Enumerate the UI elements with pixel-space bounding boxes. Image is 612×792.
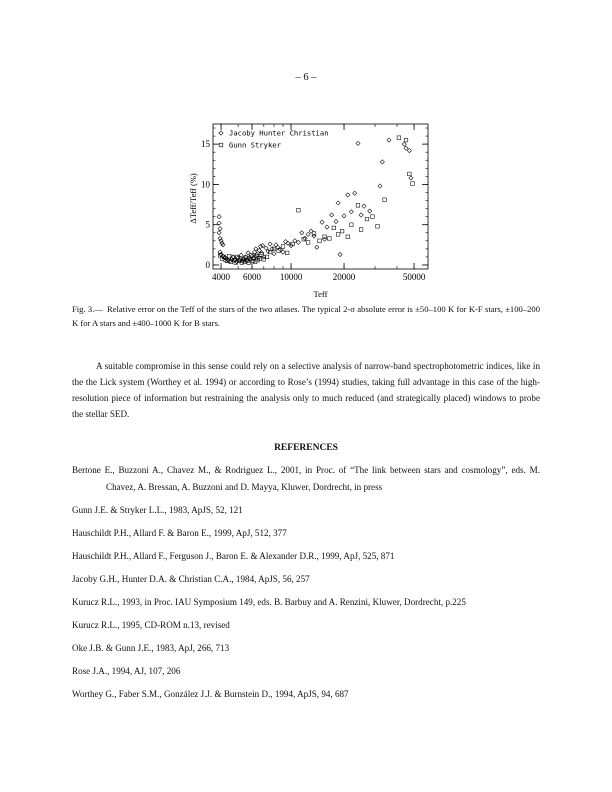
reference-item: Rose J.A., 1994, AJ, 107, 206: [72, 666, 181, 677]
reference-item: Worthey G., Faber S.M., González J.J. & Burnstein D., 1994, ApJS, 94, 687: [72, 689, 349, 700]
data-point-jhc: [404, 146, 408, 150]
page-number: – 6 –: [295, 72, 317, 83]
data-point-jhc: [272, 252, 276, 256]
caption-text: Relative error on the Teff of the stars of the two atlases. The typical 2-σ absolute error is ±50–100 K for K-F stars, ±100–200 K for A stars and ±400–1000 K for B stars.: [72, 304, 540, 328]
data-point-jhc: [330, 213, 334, 217]
data-point-jhc: [407, 148, 411, 152]
data-point-jhc: [268, 242, 272, 246]
reference-item: Kurucz R.L., 1995, CD-ROM n.13, revised: [72, 620, 230, 631]
data-point-jhc: [380, 160, 384, 164]
data-point-gs: [404, 138, 408, 142]
data-point-jhc: [312, 234, 316, 238]
data-point-jhc: [217, 231, 221, 235]
reference-item: Gunn J.E. & Stryker L.L., 1983, ApJS, 52, 121: [72, 504, 243, 515]
figure-caption: [72, 303, 540, 330]
data-point-jhc: [218, 227, 222, 231]
scatter-chart: [190, 116, 440, 306]
data-point-gs: [332, 226, 336, 230]
data-point-gs: [285, 251, 289, 255]
y-tick-label: 15: [201, 139, 210, 150]
data-point-gs: [411, 182, 415, 186]
data-point-jhc: [362, 204, 366, 208]
reference-item: Kurucz R.L., 1993, in Proc. IAU Symposium 149, eds. B. Barbuy and A. Renzini, Kluwer, Dordrecht, p.225: [72, 596, 466, 607]
legend-label-gs: Gunn Stryker: [229, 140, 281, 150]
data-point-gs: [350, 223, 354, 227]
data-point-jhc: [356, 141, 360, 145]
data-point-jhc: [217, 215, 221, 219]
x-tick-label: 6000: [243, 272, 262, 282]
data-point-jhc: [320, 220, 324, 224]
data-point-gs: [328, 237, 332, 241]
data-point-jhc: [349, 210, 353, 214]
data-point-jhc: [283, 240, 287, 244]
data-point-jhc: [359, 213, 363, 217]
x-tick-label: 10000: [279, 272, 303, 282]
data-point-jhc: [309, 229, 313, 233]
data-point-jhc: [322, 237, 326, 241]
data-point-gs: [359, 228, 363, 232]
data-point-gs: [365, 217, 369, 221]
data-point-jhc: [334, 219, 338, 223]
data-point-gs: [408, 172, 412, 176]
figure-scatter-plot: [190, 116, 440, 306]
x-tick-label: 4000: [212, 272, 231, 282]
data-point-gs: [318, 239, 322, 243]
data-point-gs: [356, 204, 360, 208]
data-point-gs: [227, 254, 231, 258]
data-point-gs: [371, 215, 375, 219]
data-point-gs: [340, 229, 344, 233]
legend-marker-gs: [219, 143, 223, 147]
data-point-jhc: [258, 244, 262, 248]
data-point-jhc: [286, 241, 290, 245]
data-point-jhc: [336, 201, 340, 205]
data-point-gs: [268, 250, 272, 254]
data-point-jhc: [402, 142, 406, 146]
data-point-jhc: [338, 252, 342, 256]
data-point-jhc: [378, 184, 382, 188]
body-paragraph: A suitable compromise in this sense could rely on a selective analysis of narrow-band spectrophotometric indices, like in the the Lick system (Worthey et al. 1994) or according to Rose’s (1994) studies, taking full advantage in this case of the high-resolution piece of information but restraining the analysis only to much reduced (and strategically placed) windows to probe the stellar SED.: [72, 361, 540, 419]
data-point-jhc: [353, 191, 357, 195]
y-tick-label: 10: [201, 179, 210, 190]
data-point-jhc: [409, 176, 413, 180]
data-point-gs: [383, 198, 387, 202]
reference-item: Jacoby G.H., Hunter D.A. & Christian C.A., 1984, ApJS, 56, 257: [72, 573, 310, 584]
data-point-jhc: [274, 243, 278, 247]
data-point-gs: [281, 245, 285, 249]
caption-label: Fig. 3.—: [72, 304, 103, 314]
data-point-jhc: [303, 236, 307, 240]
data-point-gs: [306, 241, 310, 245]
x-tick-label: 50000: [402, 272, 426, 282]
references-list: [72, 462, 540, 709]
data-point-jhc: [346, 193, 350, 197]
y-tick-label: 0: [205, 259, 210, 270]
reference-item: Hauschildt P.H., Allard F. & Baron E., 1999, ApJ, 512, 377: [72, 527, 287, 538]
data-point-jhc: [315, 245, 319, 249]
data-point-gs: [346, 235, 350, 239]
reference-item: Bertone E., Buzzoni A., Chavez M., & Rodriguez L., 2001, in Proc. of “The link between stars and cosmology”, eds. M. Chavez, A. Bressan, A. Buzzoni and D. Mayya, Kluwer, Dordrecht, in press: [72, 465, 540, 492]
data-point-jhc: [261, 244, 265, 248]
reference-item: Oke J.B. & Gunn J.E., 1983, ApJ, 266, 713: [72, 643, 230, 654]
y-tick-label: 5: [205, 219, 210, 230]
reference-item: Hauschildt P.H., Allard F., Ferguson J., Baron E. & Alexander D.R., 1999, ApJ, 525, 871: [72, 550, 395, 561]
data-point-gs: [336, 233, 340, 237]
legend-label-jhc: Jacoby Hunter Christian: [229, 128, 329, 138]
data-point-gs: [297, 208, 301, 212]
data-point-jhc: [325, 225, 329, 229]
data-point-jhc: [306, 232, 310, 236]
data-point-gs: [397, 136, 401, 140]
data-point-jhc: [342, 214, 346, 218]
x-axis-label: Teff: [313, 289, 328, 299]
data-point-gs: [376, 225, 380, 229]
x-tick-label: 20000: [332, 272, 356, 282]
references-heading: REFERENCES: [274, 443, 338, 453]
data-point-jhc: [368, 209, 372, 213]
data-point-jhc: [387, 138, 391, 142]
legend-marker-jhc: [219, 131, 223, 135]
y-axis-label: ΔTeff/Teff (%): [188, 173, 198, 224]
data-point-jhc: [300, 231, 304, 235]
